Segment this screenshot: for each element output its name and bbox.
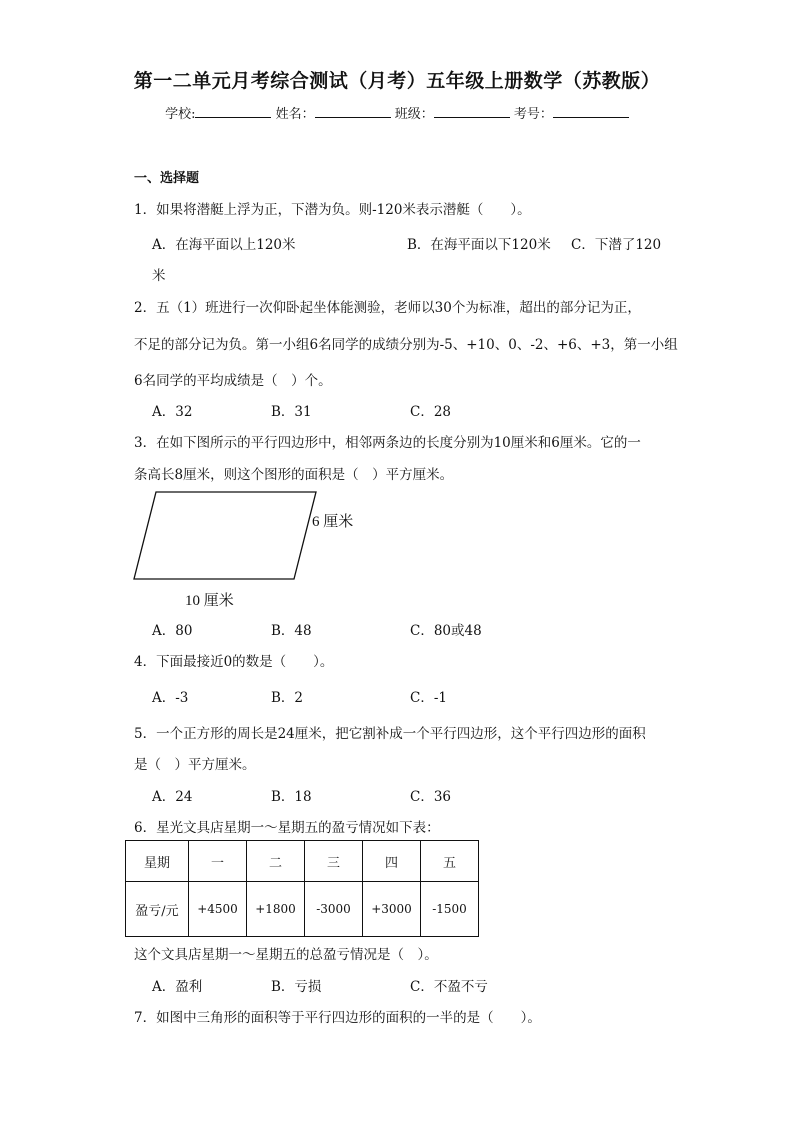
table-cell: 三 xyxy=(305,841,363,882)
q3-base-label: 10 厘米 xyxy=(185,593,234,609)
q3-side-label: 6 厘米 xyxy=(312,514,354,530)
q5-option-a[interactable]: A．24 xyxy=(152,789,193,805)
table-header-row xyxy=(126,841,479,882)
q2-option-b[interactable]: B．31 xyxy=(271,404,312,420)
class-blank[interactable] xyxy=(434,105,510,118)
q6-option-a[interactable]: A．盈利 xyxy=(152,979,203,995)
parallelogram-figure xyxy=(130,488,320,584)
q2-option-c[interactable]: C．28 xyxy=(410,404,452,420)
page-title: 第一二单元月考综合测试（月考）五年级上册数学（苏教版） xyxy=(133,70,661,92)
class-label: 班级： xyxy=(394,107,434,122)
q3-option-c[interactable]: C．80或48 xyxy=(410,623,482,639)
q5-line-1: 5．一个正方形的周长是24厘米，把它割补成一个平行四边形，这个平行四边形的面积 xyxy=(134,726,646,742)
q1-option-b[interactable]: B．在海平面以下120米 xyxy=(407,237,551,253)
q4-option-c[interactable]: C．-1 xyxy=(410,690,447,706)
q2-line-3: 6名同学的平均成绩是（ ）个。 xyxy=(134,373,332,389)
q6-option-c[interactable]: C．不盈不亏 xyxy=(410,979,488,995)
q3-line-2: 条高长8厘米，则这个图形的面积是（ ）平方厘米。 xyxy=(134,467,454,483)
profit-loss-table xyxy=(125,840,479,937)
q1-option-c-wrap: 米 xyxy=(152,268,166,284)
q1-option-a[interactable]: A．在海平面以上120米 xyxy=(152,237,296,253)
q7-stem: 7．如图中三角形的面积等于平行四边形的面积的一半的是（ ）。 xyxy=(134,1010,541,1026)
table-cell: 星期 xyxy=(126,841,189,882)
table-cell: +1800 xyxy=(247,882,305,937)
table-cell: -3000 xyxy=(305,882,363,937)
q6-option-b[interactable]: B．亏损 xyxy=(271,979,322,995)
section-title: 一、选择题 xyxy=(134,171,200,186)
table-cell: 二 xyxy=(247,841,305,882)
table-cell: 五 xyxy=(421,841,479,882)
q2-line-2: 不足的部分记为负。第一小组6名同学的成绩分别为-5、+10、0、-2、+6、+3，第一小组 xyxy=(134,337,678,353)
table-cell: +3000 xyxy=(363,882,421,937)
table-cell: +4500 xyxy=(189,882,247,937)
number-blank[interactable] xyxy=(553,105,629,118)
q4-option-b[interactable]: B．2 xyxy=(271,690,304,706)
parallelogram-shape xyxy=(134,492,316,579)
q5-line-2: 是（ ）平方厘米。 xyxy=(134,757,256,773)
q4-option-a[interactable]: A．-3 xyxy=(152,690,189,706)
school-blank[interactable] xyxy=(195,105,271,118)
school-label: 学校: xyxy=(165,107,196,122)
student-info-line xyxy=(0,103,794,122)
q3-option-b[interactable]: B．48 xyxy=(271,623,312,639)
q4-stem: 4．下面最接近0的数是（ ）。 xyxy=(134,654,334,670)
number-label: 考号： xyxy=(513,107,553,122)
q3-line-1: 3．在如下图所示的平行四边形中，相邻两条边的长度分别为10厘米和6厘米。它的一 xyxy=(134,435,641,451)
table-cell: 四 xyxy=(363,841,421,882)
q2-line-1: 2．五（1）班进行一次仰卧起坐体能测验，老师以30个为标准，超出的部分记为正， xyxy=(134,300,641,316)
q3-option-a[interactable]: A．80 xyxy=(152,623,193,639)
table-cell: -1500 xyxy=(421,882,479,937)
table-row xyxy=(126,882,479,937)
q1-stem: 1．如果将潜艇上浮为正，下潜为负。则-120米表示潜艇（ ）。 xyxy=(134,202,531,218)
q1-option-c[interactable]: C．下潜了120 xyxy=(571,237,662,253)
q6-stem: 6．星光文具店星期一～星期五的盈亏情况如下表： xyxy=(134,820,440,836)
table-cell: 一 xyxy=(189,841,247,882)
q6-question: 这个文具店星期一～星期五的总盈亏情况是（ ）。 xyxy=(134,947,438,963)
q5-option-c[interactable]: C．36 xyxy=(410,789,452,805)
name-label: 姓名： xyxy=(275,107,315,122)
q5-option-b[interactable]: B．18 xyxy=(271,789,312,805)
name-blank[interactable] xyxy=(315,105,391,118)
q2-option-a[interactable]: A．32 xyxy=(152,404,193,420)
table-cell: 盈亏/元 xyxy=(126,882,189,937)
